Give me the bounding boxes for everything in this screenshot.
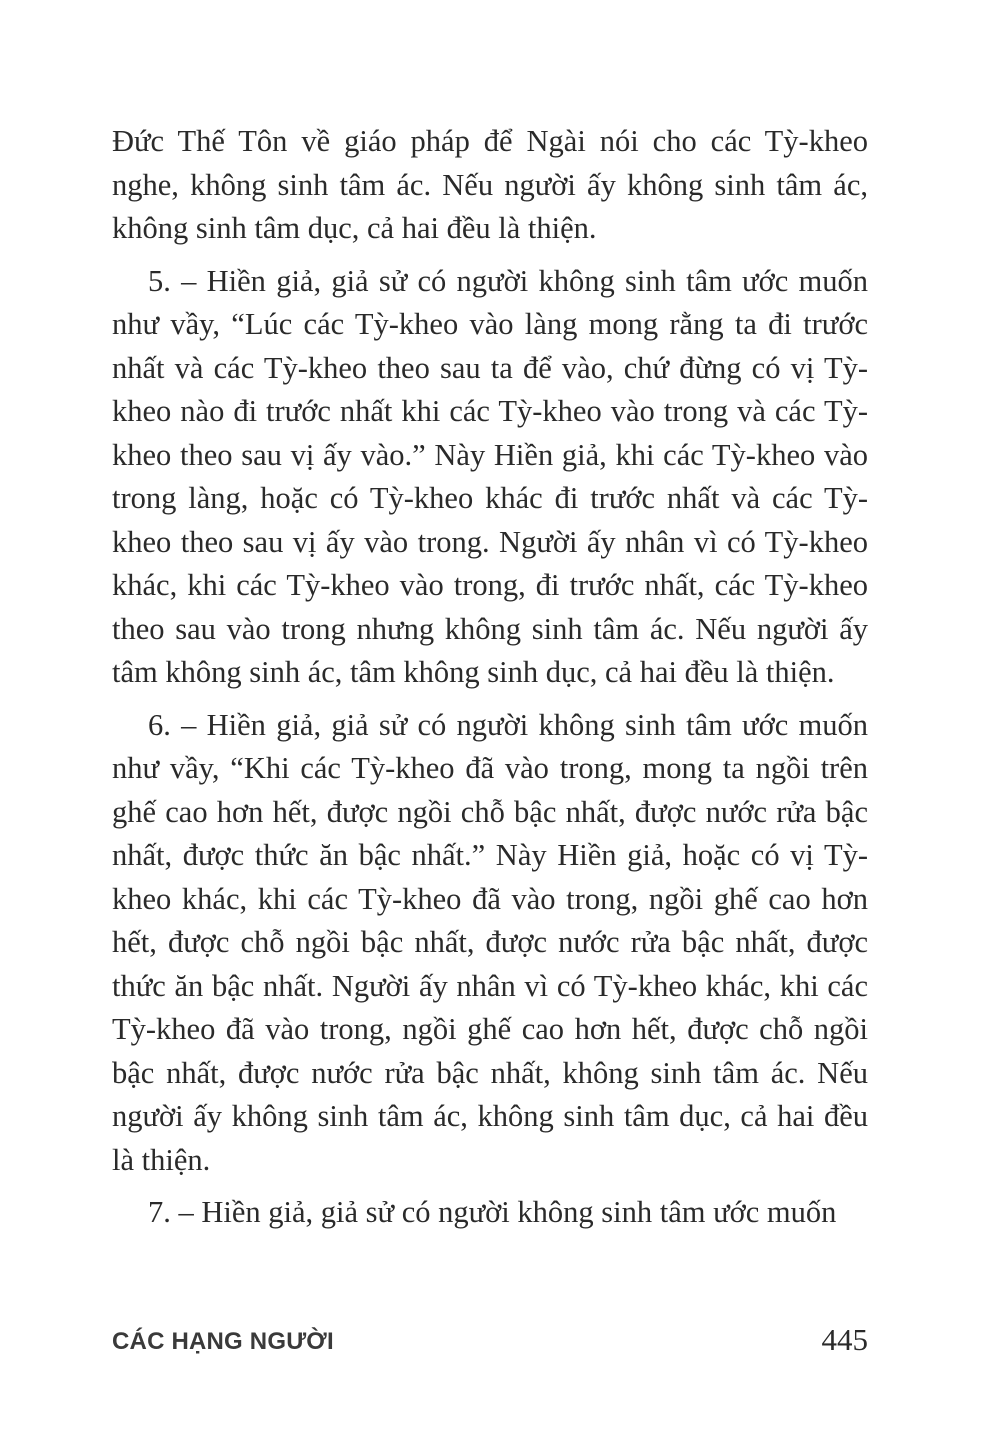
paragraph-5: 5. – Hiền giả, giả sử có người không sinh tâm ước muốn như vầy, “Lúc các Tỳ-kheo vào làng mong rằng ta đi trước nhất và các Tỳ-kheo theo sau ta để vào, chứ đừng có vị Tỳ-kheo nào đi trước nhất khi các Tỳ-kheo vào trong và các Tỳ-kheo theo sau vị ấy vào.” Này Hiền giả, khi các Tỳ-kheo vào trong làng, hoặc có Tỳ-kheo khác đi trước nhất và các Tỳ-kheo theo sau vị ấy vào trong. Người ấy nhân vì có Tỳ-kheo khác, khi các Tỳ-kheo vào trong, đi trước nhất, các Tỳ-kheo theo sau vào trong nhưng không sinh tâm ác. Nếu người ấy tâm không sinh ác, tâm không sinh dục, cả hai đều là thiện. [112,263,868,689]
page-number: 445 [821,1322,868,1357]
paragraph-6: 6. – Hiền giả, giả sử có người không sinh tâm ước muốn như vầy, “Khi các Tỳ-kheo đã vào trong, mong ta ngồi trên ghế cao hơn hết, được ngồi chỗ bậc nhất, được nước rửa bậc nhất, được thức ăn bậc nhất.” Này Hiền giả, hoặc có vị Tỳ-kheo khác, khi các Tỳ-kheo đã vào trong, ngồi ghế cao hơn hết, được chỗ ngồi bậc nhất, được nước rửa bậc nhất, được thức ăn bậc nhất. Người ấy nhân vì có Tỳ-kheo khác, khi các Tỳ-kheo đã vào trong, ngồi ghế cao hơn hết, được chỗ ngồi bậc nhất, được nước rửa bậc nhất, không sinh tâm ác. Nếu người ấy không sinh tâm ác, không sinh tâm dục, cả hai đều là thiện. [112,707,868,1177]
page-footer [112,1322,868,1362]
page-body [112,120,868,1244]
running-title: CÁC HẠNG NGƯỜI [112,1328,334,1355]
paragraph-7: 7. – Hiền giả, giả sử có người không sinh tâm ước muốn [148,1195,837,1229]
paragraph-continuation: Đức Thế Tôn về giáo pháp để Ngài nói cho các Tỳ-kheo nghe, không sinh tâm ác. Nếu người ấy không sinh tâm ác, không sinh tâm dục, cả hai đều là thiện. [112,124,868,245]
